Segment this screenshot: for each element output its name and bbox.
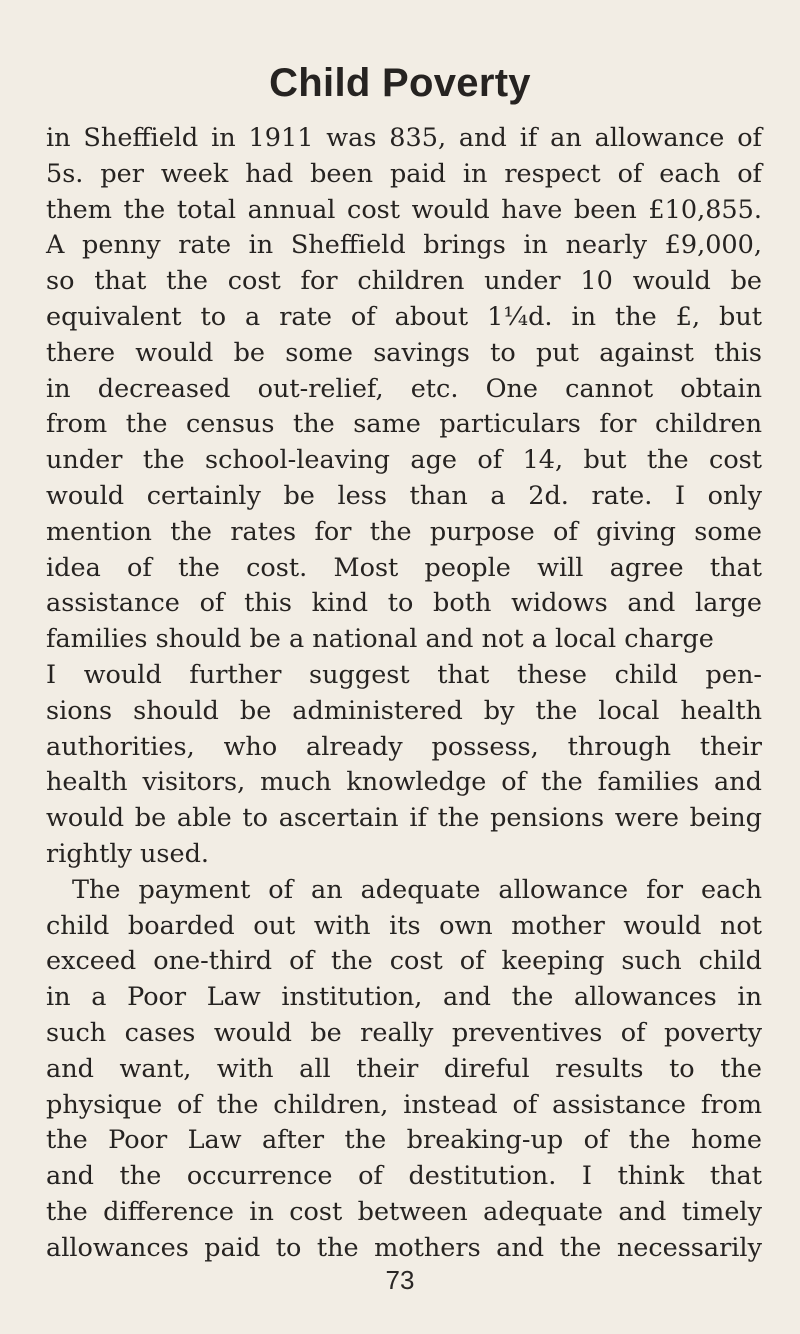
text-line: child boarded out with its own mother would not (46, 910, 762, 941)
text-line: the difference in cost between adequate and timely (46, 1196, 762, 1227)
text-line: allowances paid to the mothers and the necessarily (46, 1232, 762, 1263)
text-line: health visitors, much knowledge of the families and (46, 767, 762, 798)
text-line: mention the rates for the purpose of giving some (46, 516, 762, 547)
text-line: such cases would be really preventives of poverty (46, 1017, 762, 1048)
text-line: in a Poor Law institution, and the allowances in (46, 982, 762, 1013)
text-line: them the total annual cost would have been £10,855. (46, 194, 762, 225)
text-line: under the school-leaving age of 14, but the cost (46, 445, 762, 476)
text-line: would certainly be less than a 2d. rate. I only (46, 480, 762, 511)
text-line: 5s. per week had been paid in respect of each of (46, 158, 762, 189)
text-line: would be able to ascertain if the pensions were being (46, 803, 762, 834)
text-line: exceed one-third of the cost of keeping such child (46, 946, 762, 977)
page-number: 73 (385, 1265, 415, 1295)
text-line: the Poor Law after the breaking-up of the home (46, 1125, 762, 1156)
text-line: and want, with all their direful results to the (46, 1053, 762, 1084)
text-line: I would further suggest that these child pen- (46, 659, 762, 690)
text-line: so that the cost for children under 10 would be (46, 266, 762, 297)
body-text (46, 121, 762, 1267)
text-line: sions should be administered by the local health (46, 695, 762, 726)
text-line: The payment of an adequate allowance for each (72, 874, 762, 905)
text-line: equivalent to a rate of about 1¼d. in the £, but (46, 301, 762, 332)
text-line: authorities, who already possess, through their (46, 731, 762, 762)
text-line: in Sheffield in 1911 was 835, and if an allowance of (46, 123, 762, 153)
text-line: rightly used. (46, 838, 210, 869)
text-line: from the census the same particulars for children (46, 409, 762, 440)
text-line: there would be some savings to put against this (46, 337, 762, 368)
text-line: and the occurrence of destitution. I think that (46, 1161, 762, 1192)
text-line: in decreased out-relief, etc. One cannot obtain (46, 373, 762, 404)
text-line: A penny rate in Sheffield brings in nearly £9,000, (46, 230, 762, 261)
text-line: idea of the cost. Most people will agree that (46, 552, 762, 583)
running-head: Child Poverty (269, 61, 531, 105)
text-line: families should be a national and not a local charge (46, 624, 714, 655)
text-line: physique of the children, instead of assistance from (46, 1089, 762, 1120)
text-line: assistance of this kind to both widows and large (46, 588, 762, 619)
